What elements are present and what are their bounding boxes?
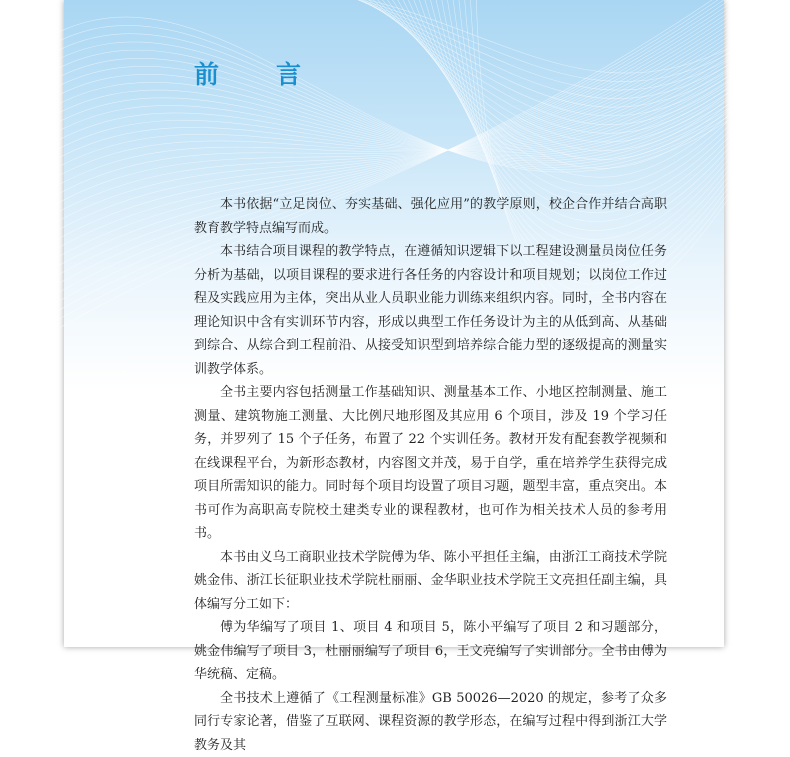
paragraph: 全书主要内容包括测量工作基础知识、测量基本工作、小地区控制测量、施工测量、建筑物施工测量、大比例尺地形图及其应用 6 个项目，涉及 19 个学习任务，并罗列了 15 个子任务，布置了 22 个实训任务。教材开发有配套教学视频和在线课程平台，为新形态教材，内容图文并茂，易于自学，重在培养学生获得完成项目所需知识的能力。同时每个项目均设置了项目习题，题型丰富，重点突出。本书可作为高职高专院校土建类专业的课程教材，也可作为相关技术人员的参考用书。 <box>194 381 667 546</box>
paragraph: 傅为华编写了项目 1、项目 4 和项目 5，陈小平编写了项目 2 和习题部分，姚金伟编写了项目 3，杜丽丽编写了项目 6，王文亮编写了实训部分。全书由傅为华统稿、定稿。 <box>194 616 667 687</box>
paragraph: 本书结合项目课程的教学特点，在遵循知识逻辑下以工程建设测量员岗位任务分析为基础，以项目课程的要求进行各任务的内容设计和项目规划；以岗位工作过程及实践应用为主体，突出从业人员职业能力训练来组织内容。同时，全书内容在理论知识中含有实训环节内容，形成以典型工作任务设计为主的从低到高、从基础到综合、从综合到工程前沿、从接受知识型到培养综合能力型的逐级提高的测量实训教学体系。 <box>194 240 667 381</box>
paragraph: 本书由义乌工商职业技术学院傅为华、陈小平担任主编，由浙江工商技术学院姚金伟、浙江长征职业技术学院杜丽丽、金华职业技术学院王文亮担任副主编，具体编写分工如下： <box>194 546 667 617</box>
document-page <box>64 0 724 647</box>
body-text <box>194 193 667 757</box>
page-title: 前 言 <box>194 55 317 91</box>
paragraph: 本书依据“立足岗位、夯实基础、强化应用”的教学原则，校企合作并结合高职教育教学特点编写而成。 <box>194 193 667 240</box>
paragraph: 全书技术上遵循了《工程测量标准》GB 50026—2020 的规定，参考了众多同行专家论著，借鉴了互联网、课程资源的教学形态，在编写过程中得到浙江大学教务及其 <box>194 687 667 757</box>
